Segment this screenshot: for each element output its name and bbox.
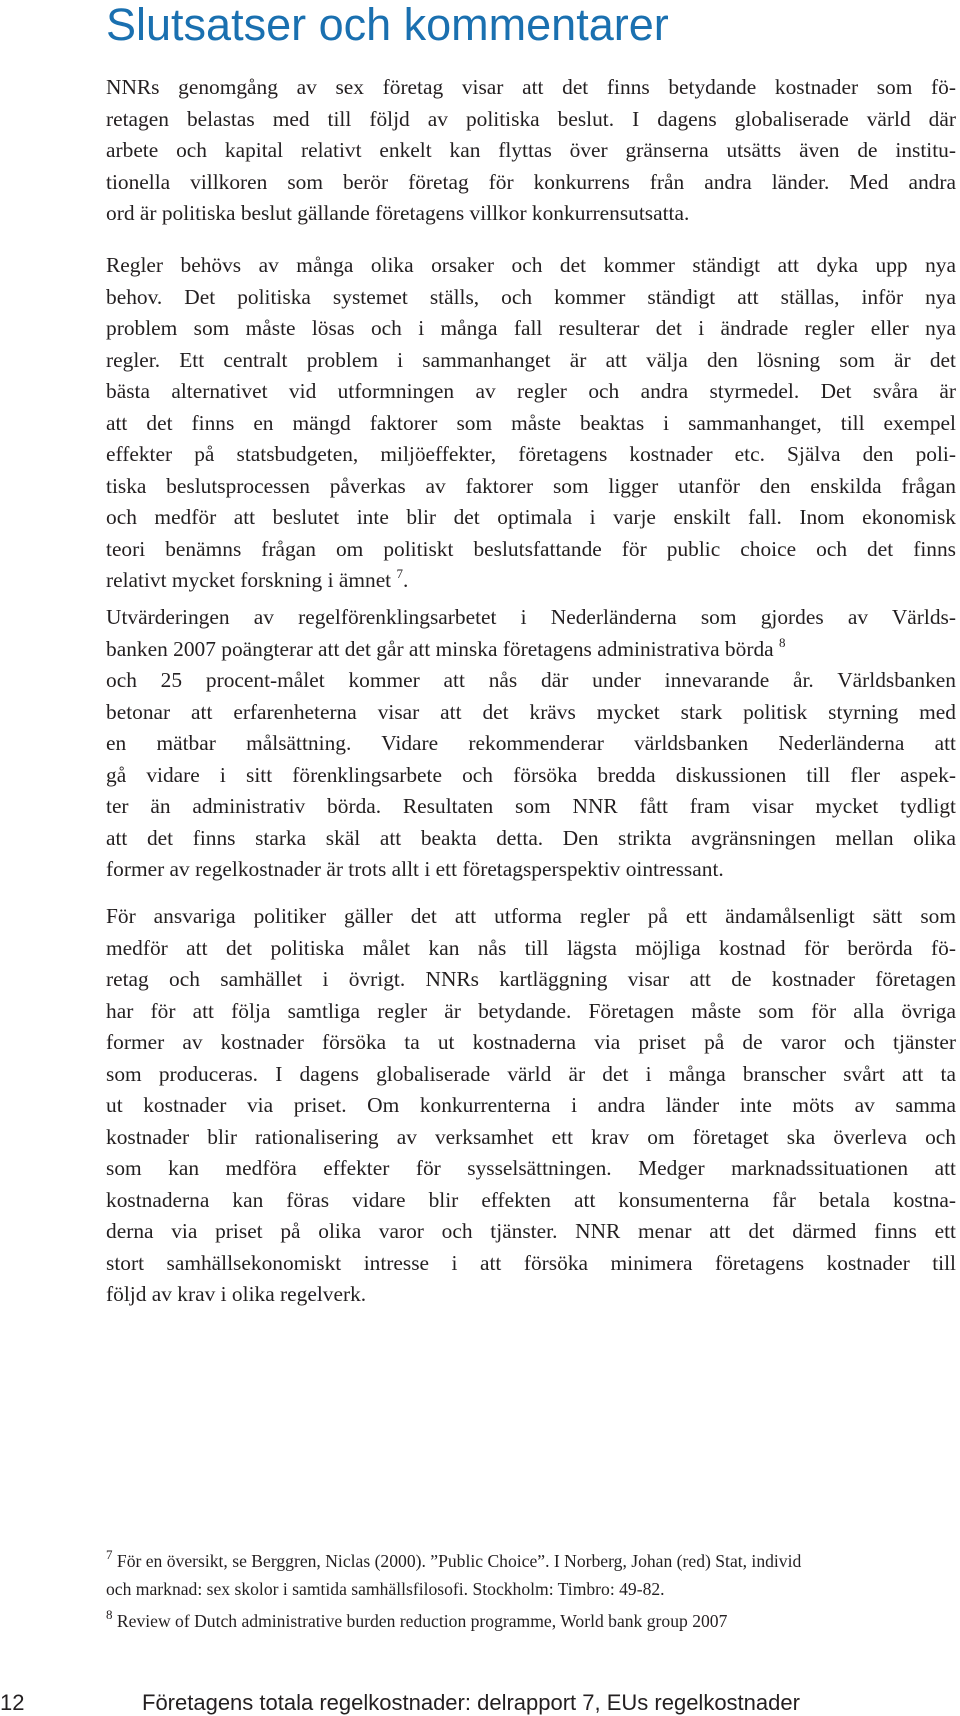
text-line: som kan medföra effekter för sysselsättningen. Medger marknadssituationen att [106,1156,956,1180]
text-line: medför att det politiska målet kan nås till lägsta möjliga kostnad för berörda fö- [106,935,956,960]
text-line [106,634,956,666]
text-line: arbete och kapital relativt enkelt kan flyttas över gränserna utsätts även de institu- [106,138,956,162]
footnote-reference-8: 8 [779,634,786,650]
text-line: Utvärderingen av regelförenklingsarbetet i Nederländerna som gjordes av Världs- [106,605,956,629]
text-line: att det finns starka skäl att beakta detta. Den strikta avgränsningen mellan olika [106,825,956,850]
text-line: har för att följa samtliga regler är betydande. Företagen måste som för alla övriga [106,998,956,1023]
text-line: retag och samhället i övrigt. NNRs kartläggning visar att de kostnader företagen [106,967,956,991]
text-line: gå vidare i sitt förenklingsarbete och försöka bredda diskussionen till fler aspek- [106,762,956,787]
text-line: För ansvariga politiker gäller det att utforma regler på ett ändamålsenligt sätt som [106,904,956,928]
text-line: betonar att erfarenheterna visar att det krävs mycket stark politisk styrning med [106,699,956,724]
text-line: och medför att beslutet inte blir det optimala i varje enskilt fall. Inom ekonomisk [106,505,956,529]
paragraph-1 [106,72,956,230]
text-line: ut kostnader via priset. Om konkurrenterna i andra länder inte möts av samma [106,1093,956,1117]
text-line: NNRs genomgång av sex företag visar att det finns betydande kostnader som fö- [106,75,956,99]
sentence-period: . [403,568,409,592]
text-line: Regler behövs av många olika orsaker och det kommer ständigt att dyka upp nya [106,253,956,277]
footnote-marker-8: 8 [106,1607,113,1622]
text-line: att det finns en mängd faktorer som måste beaktas i sammanhanget, till exempel [106,410,956,435]
paragraph-4 [106,901,956,1311]
footnotes [106,1547,956,1635]
text-line: retagen belastas med till följd av politiska beslut. I dagens globaliserade värld där [106,106,956,131]
footnote-marker-7: 7 [106,1547,113,1562]
page-number: 12 [0,1690,25,1715]
text-line: kostnader blir rationalisering av verksamhet ett krav om företaget ska överleva och [106,1124,956,1149]
footnote-7-line: och marknad: sex skolor i samtida samhällsfilosofi. Stockholm: Timbro: 49-82. [106,1579,665,1599]
text-line [106,565,956,597]
text-line: former av kostnader försöka ta ut kostnaderna via priset på de varor och tjänster [106,1030,956,1054]
text-line: ord är politiska beslut gällande företagens villkor konkurrensutsatta. [106,201,690,225]
text-line: regler. Ett centralt problem i sammanhanget är att välja den lösning som är det [106,347,956,372]
text-line: teori benämns frågan om politiskt beslutsfattande för public choice och det finns [106,536,956,561]
text-line: tionella villkoren som berör företag för konkurrens från andra länder. Med andra [106,169,956,194]
footnote-8-line [106,1607,956,1635]
text-line-content: banken 2007 poängterar att det går att minska företagens administrativa börda [106,636,774,661]
text-line: kostnaderna kan föras vidare blir effekten att konsumenterna får betala kostna- [106,1187,956,1212]
footnote-7-text: För en översikt, se Berggren, Niclas (2000). ”Public Choice”. I Norberg, Johan (red) Stat, individ [116,1551,802,1571]
text-line: följd av krav i olika regelverk. [106,1282,367,1306]
text-line: problem som måste lösas och i många fall resulterar det i ändrade regler eller nya [106,316,956,340]
text-line: derna via priset på olika varor och tjänster. NNR menar att det därmed finns ett [106,1219,956,1243]
footnote-7-line [106,1547,956,1575]
footnote-8-text: Review of Dutch administrative burden reduction programme, World bank group 2007 [116,1611,728,1631]
text-line: bästa alternativet vid utformningen av regler och andra styrmedel. Det svåra är [106,379,956,403]
text-line: tiska beslutsprocessen påverkas av faktorer som ligger utanför den enskilda frågan [106,473,956,498]
text-line: som produceras. I dagens globaliserade värld är det i många branscher svårt att ta [106,1061,956,1086]
text-line: former av regelkostnader är trots allt i ett företagsperspektiv ointressant. [106,857,724,881]
running-footer-title: Företagens totala regelkostnader: delrapport 7, EUs regelkostnader [142,1690,800,1715]
paragraph-3 [106,602,956,886]
text-line: och 25 procent-målet kommer att nås där under innevarande år. Världsbanken [106,668,956,692]
text-line-content: relativt mycket forskning i ämnet [106,568,392,592]
text-line: en mätbar målsättning. Vidare rekommenderar världsbanken Nederländerna att [106,731,956,755]
text-line: ter än administrativ börda. Resultaten som NNR fått fram visar mycket tydligt [106,794,956,818]
paragraph-2 [106,250,956,597]
text-line: effekter på statsbudgeten, miljöeffekter, företagens kostnader etc. Själva den poli- [106,442,956,466]
footnote-reference-7: 7 [396,566,403,581]
page-title: Slutsatser och kommentarer [106,0,669,50]
text-line: stort samhällsekonomiskt intresse i att försöka minimera företagens kostnader till [106,1250,956,1275]
text-line: behov. Det politiska systemet ställs, och kommer ständigt att ställas, inför nya [106,284,956,309]
